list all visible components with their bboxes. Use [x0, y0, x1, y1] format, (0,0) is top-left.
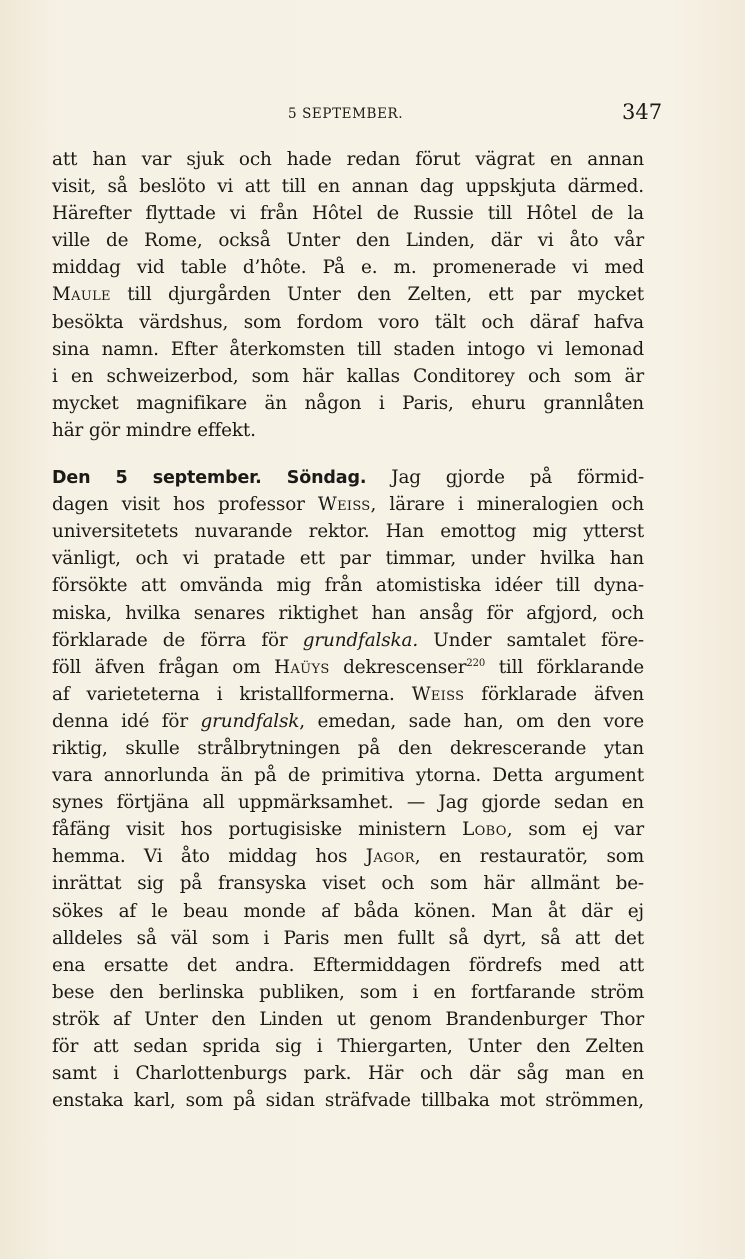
text-run: Jag gjorde på förmid-: [366, 467, 645, 489]
text-line: [52, 464, 644, 491]
text-line: vara annorlunda än på de primitiva ytorna. Detta argument: [52, 765, 644, 787]
text-line: att han var sjuk och hade redan förut vägrat en annan: [52, 149, 644, 170]
text-run: föll äfven frågan om: [52, 656, 275, 678]
text-line: samt i Charlottenburgs park. Här och där såg man en: [52, 1063, 644, 1085]
text-run: hemma. Vi åto middag hos: [52, 846, 366, 868]
text-run: Under samtalet före-: [418, 629, 644, 651]
text-line: ville de Rome, också Unter den Linden, där vi åto vår: [52, 230, 644, 252]
text-line: [52, 708, 644, 735]
text-line: mycket magnifikare än någon i Paris, ehuru grannlåten: [52, 392, 644, 414]
paragraph-gap: [52, 444, 644, 464]
text-line: synes förtjäna all uppmärksamhet. — Jag gjorde sedan en: [52, 792, 644, 814]
text-run: fåfäng visit hos portugisiske ministern: [52, 819, 463, 841]
text-line: i en schweizerbod, som här kallas Conditorey och som är: [52, 365, 644, 387]
text-line: [52, 627, 644, 654]
text-line: sökes af le beau monde af båda könen. Man åt där ej: [52, 900, 644, 922]
text-run: denna idé för: [52, 710, 201, 732]
text-run: förklarade äfven: [464, 683, 644, 705]
text-run: , emedan, sade han, om den vore: [299, 710, 644, 732]
text-run: dagen visit hos professor: [52, 494, 318, 516]
text-line: här gör mindre effekt.: [52, 419, 256, 441]
footnote-ref: 220: [466, 657, 486, 669]
text-run: dekrescenser: [329, 656, 467, 678]
text-line: [52, 681, 644, 708]
text-run: till förklarande: [485, 656, 645, 678]
page-header: [0, 100, 745, 128]
text-line: bese den berlinska publiken, som i en fortfarande ström: [52, 981, 644, 1003]
text-line: för att sedan sprida sig i Thiergarten, Unter den Zelten: [52, 1036, 644, 1057]
text-run: , lärare i mineralogien och: [370, 494, 644, 516]
person-name: Weiss: [411, 683, 465, 705]
text-run: , en restauratör, som: [414, 846, 644, 868]
emphasis: grundfalsk: [200, 710, 300, 732]
text-line: inrättat sig på fransyska viset och som här allmänt be-: [52, 873, 644, 895]
date-heading: Den 5 september. Söndag.: [52, 468, 367, 489]
text-line: miska, hvilka senares riktighet han ansåg för afgjord, och: [52, 602, 644, 624]
text-line: alldeles så väl som i Paris men fullt så dyrt, så att det: [52, 927, 644, 949]
person-name: Lobo: [462, 819, 507, 841]
text-run: af varieteterna i kristallformerna.: [52, 683, 412, 705]
text-line: vänligt, och vi pratade ett par timmar, under hvilka han: [52, 548, 644, 570]
text-line: enstaka karl, som på sidan sträfvade tillbaka mot strömmen,: [52, 1090, 644, 1112]
text-line: [52, 491, 644, 518]
person-name: Haüys: [274, 656, 330, 678]
text-line: universitetets nuvarande rektor. Han emottog mig ytterst: [52, 521, 644, 543]
body-text: [52, 146, 644, 1114]
text-line: visit, så beslöto vi att till en annan dag uppskjuta därmed.: [52, 176, 644, 198]
text-line: [52, 816, 644, 843]
text-line: Härefter flyttade vi från Hôtel de Russie till Hôtel de la: [52, 203, 644, 225]
text-run: till djurgården Unter den Zelten, ett par mycket: [110, 284, 644, 306]
emphasis: grundfalska.: [302, 629, 419, 651]
running-head: 5 SEPTEMBER.: [288, 106, 404, 122]
person-name: Jagor: [365, 846, 415, 868]
person-name: Weiss: [317, 494, 371, 516]
text-line: [52, 843, 644, 870]
page-number: 347: [622, 100, 663, 124]
text-line: sina namn. Efter återkomsten till staden intogo vi lemonad: [52, 338, 644, 360]
person-name: Maule: [52, 284, 111, 306]
text-line: besökta värdshus, som fordom voro tält och däraf hafva: [52, 311, 644, 333]
text-line: strök af Unter den Linden ut genom Brandenburger Thor: [52, 1008, 644, 1030]
text-line: ena ersatte det andra. Eftermiddagen fördrefs med att: [52, 954, 644, 976]
text-run: förklarade de förra för: [52, 629, 303, 651]
text-line: [52, 654, 644, 681]
text-line: [52, 281, 644, 308]
text-line: riktig, skulle strålbrytningen på den dekrescerande ytan: [52, 737, 644, 759]
text-line: middag vid table d’hôte. På e. m. promenerade vi med: [52, 257, 644, 279]
text-line: försökte att omvända mig från atomistiska idéer till dyna-: [52, 575, 644, 597]
text-run: , som ej var: [506, 819, 644, 841]
